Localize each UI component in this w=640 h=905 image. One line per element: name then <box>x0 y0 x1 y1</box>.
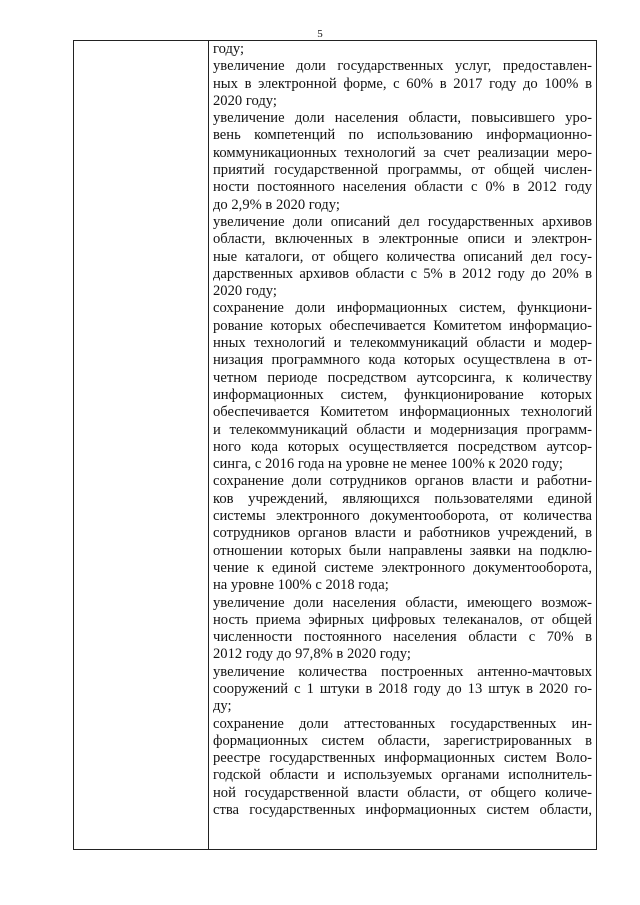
text-line: сотрудников органов власти и работников учреждений, в <box>213 525 592 542</box>
text-line: году; <box>213 41 245 57</box>
text-line: нных технологий и телекоммуникаций области и модер- <box>213 335 592 352</box>
text-line: чение к единой системе электронного документооборота, <box>213 559 592 576</box>
text-line: увеличение доли населения области, имеющего возмож- <box>213 594 592 611</box>
text-line: 2012 году до 97,8% в 2020 году; <box>213 646 411 663</box>
text-line: ности постоянного населения области с 0% в 2012 году <box>213 179 592 196</box>
text-line: реестре государственных информационных систем Воло- <box>213 750 592 767</box>
text-line: ные каталоги, от общего количества описаний дел госу- <box>213 248 592 265</box>
text-line: синга, с 2016 года на уровне не менее 100% к 2020 году; <box>213 456 563 473</box>
document-table <box>73 40 597 850</box>
text-line: ства государственных информационных систем области, <box>213 802 592 819</box>
text-line: четном периоде посредством аутсорсинга, к количеству <box>213 369 592 386</box>
text-line: 2020 году; <box>213 283 277 300</box>
text-line: ность приема эфирных цифровых телеканалов, от общей <box>213 611 592 628</box>
page-number: 5 <box>317 28 323 40</box>
table-right-column <box>209 41 596 849</box>
text-line: сооружений с 1 штуки в 2018 году до 13 штук в 2020 го- <box>213 680 592 697</box>
text-line: сохранение доли информационных систем, функциони- <box>213 300 592 317</box>
text-line: системы электронного документооборота, от количества <box>213 508 592 525</box>
table-left-column <box>74 41 209 849</box>
text-line: сохранение доли сотрудников органов власти и работни- <box>213 473 592 490</box>
text-line: ного кода которых осуществляется посредством аутсор- <box>213 438 592 455</box>
text-line: сохранение доли аттестованных государственных ин- <box>213 715 592 732</box>
text-line: численности постоянного населения области с 70% в <box>213 629 592 646</box>
text-line: низация программного кода которых осуществлена в от- <box>213 352 592 369</box>
text-line: ных в электронной форме, с 60% в 2017 году до 100% в <box>213 75 592 92</box>
text-line: увеличение доли населения области, повысившего уро- <box>213 110 592 127</box>
text-line: увеличение доли государственных услуг, предоставлен- <box>213 58 592 75</box>
text-line: области, включенных в электронные описи и электрон- <box>213 231 592 248</box>
text-line: на уровне 100% с 2018 года; <box>213 577 389 594</box>
text-line: годской области и используемых органами исполнитель- <box>213 767 592 784</box>
text-line: дарственных архивов области с 5% в 2012 году до 20% в <box>213 265 592 282</box>
text-line: и телекоммуникаций области и модернизация программ- <box>213 421 592 438</box>
text-line: информационных систем, функционирование которых <box>213 386 592 403</box>
text-line: обеспечивается Комитетом информационных технологий <box>213 404 592 421</box>
text-line: увеличение доли описаний дел государственных архивов <box>213 213 592 230</box>
text-line: 2020 году; <box>213 92 277 109</box>
text-line: увеличение количества построенных антенно-мачтовых <box>213 663 592 680</box>
text-line: ду; <box>213 698 232 715</box>
text-line: до 2,9% в 2020 году; <box>213 196 340 213</box>
text-line: ной государственной власти области, от общего количе- <box>213 784 592 801</box>
text-line: приятий государственной программы, от общей числен- <box>213 162 592 179</box>
text-line: рование которых обеспечивается Комитетом информацио- <box>213 317 592 334</box>
text-line: отношении которых были направлены заявки на подклю- <box>213 542 592 559</box>
text-line: ков учреждений, являющихся пользователями единой <box>213 490 592 507</box>
text-line: вень компетенций по использованию информационно- <box>213 127 592 144</box>
text-line: коммуникационных технологий за счет реализации меро- <box>213 144 592 161</box>
text-line: формационных систем области, зарегистрированных в <box>213 732 592 749</box>
